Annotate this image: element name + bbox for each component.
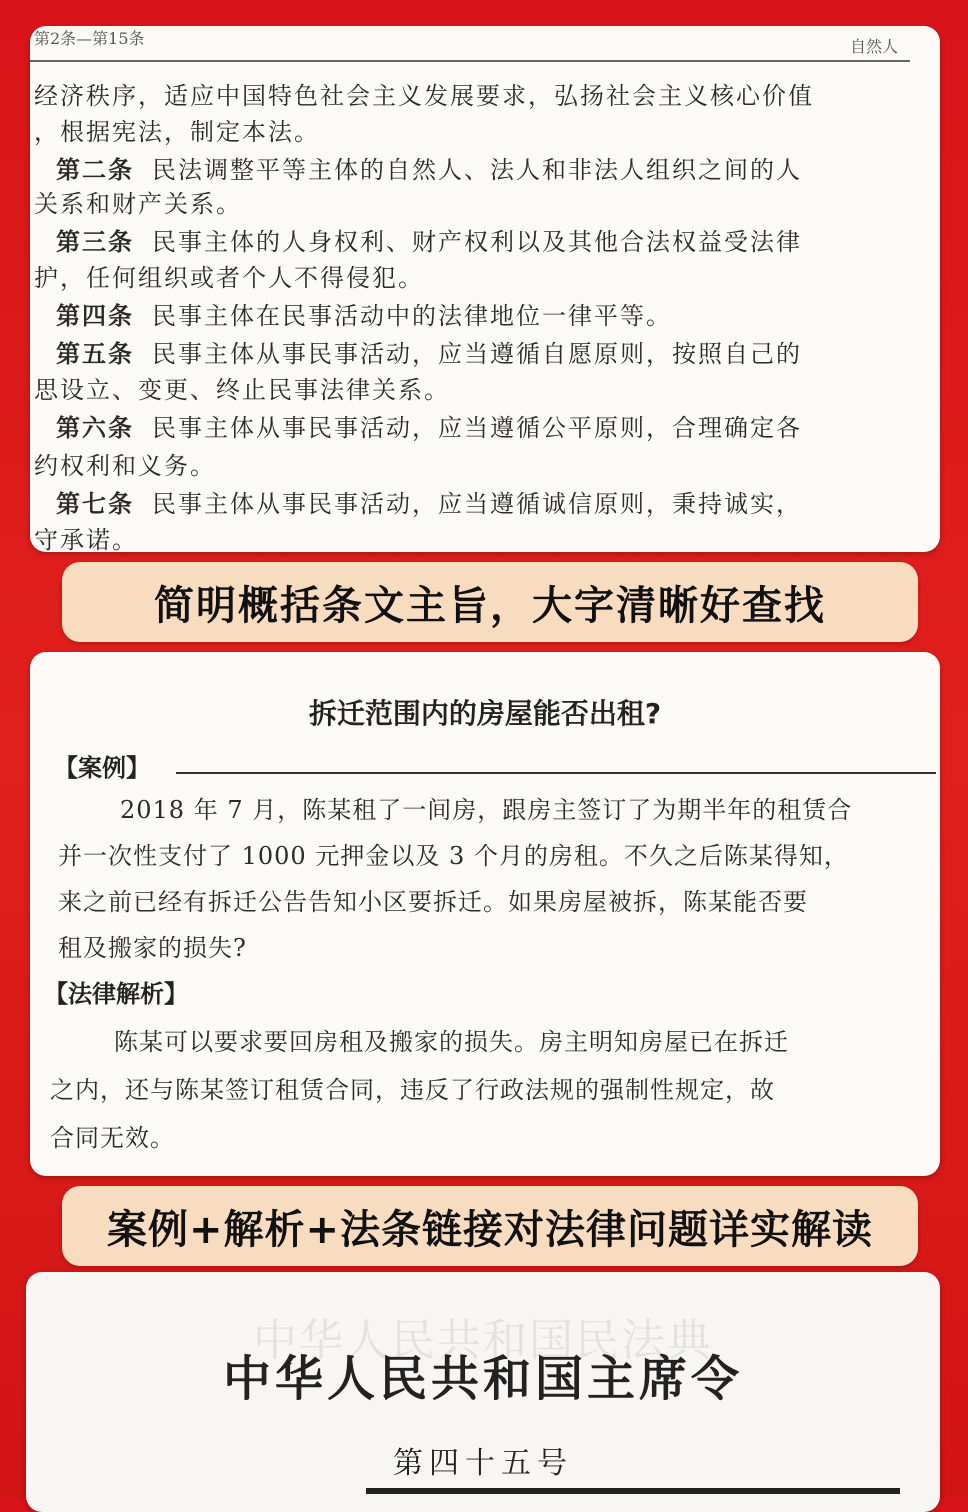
article-text: 经济秩序，适应中国特色社会主义发展要求，弘扬社会主义核心价值 (34, 82, 814, 110)
article-number: 第六条 (56, 413, 134, 442)
article-text: 关系和财产关系。 (34, 190, 242, 218)
statute-line (34, 76, 814, 111)
article-text: 民事主体从事民事活动，应当遵循自愿原则，按照自己的 (152, 340, 802, 368)
article-text: 护，任何组织或者个人不得侵犯。 (34, 264, 424, 292)
statute-line (56, 408, 802, 443)
case-line: 并一次性支付了 1000 元押金以及 3 个月的房租。不久之后陈某得知， (58, 842, 849, 870)
article-text: 守承诺。 (34, 526, 138, 552)
case-divider (176, 772, 936, 774)
feature-banner-summary: 简明概括条文主旨，大字清晰好查找 (62, 562, 918, 642)
statute-line (56, 222, 802, 257)
bleed-through-text: 中华人民共和国民法典 (253, 1315, 713, 1366)
article-text: 民事主体在民事活动中的法律地位一律平等。 (152, 302, 672, 330)
order-title: 中华人民共和国主席令 (222, 1351, 743, 1407)
article-number: 第五条 (56, 339, 134, 368)
statute-line (34, 446, 216, 481)
case-line: 租及搬家的损失? (58, 934, 247, 962)
page-header-range: 第2条—第15条 (34, 29, 145, 48)
page-header-section: 自然人 (849, 37, 898, 56)
analysis-line: 陈某可以要求要回房租及搬家的损失。房主明知房屋已在拆迁 (114, 1028, 789, 1056)
analysis-line: 之内，还与陈某签订租赁合同，违反了行政法规的强制性规定，故 (50, 1076, 775, 1104)
case-tag: 【案例】 (54, 754, 150, 782)
case-line: 来之前已经有拆迁公告告知小区要拆迁。如果房屋被拆，陈某能否要 (58, 888, 808, 916)
analysis-tag: 【法律解析】 (44, 980, 188, 1008)
analysis-line: 合同无效。 (50, 1124, 175, 1152)
statute-line (56, 296, 672, 331)
order-rule (366, 1488, 900, 1494)
order-number: 第四十五号 (393, 1446, 573, 1481)
case-title: 拆迁范围内的房屋能否出租? (308, 697, 662, 730)
article-number: 第七条 (56, 489, 134, 518)
article-text: 民事主体从事民事活动，应当遵循公平原则，合理确定各 (152, 414, 802, 442)
statute-line (34, 258, 424, 293)
statute-line (34, 520, 138, 552)
header-divider (30, 60, 910, 62)
statute-line (56, 334, 802, 369)
case-study-page (30, 652, 940, 1176)
statute-line (34, 370, 450, 405)
feature-banner-case-analysis: 案例+解析+法条链接对法律问题详实解读 (62, 1186, 918, 1266)
statute-line (56, 150, 802, 185)
article-number: 第三条 (56, 227, 134, 256)
article-number: 第四条 (56, 301, 134, 330)
statute-page-excerpt (30, 26, 940, 552)
article-text: ，根据宪法，制定本法。 (34, 118, 320, 146)
article-text: 思设立、变更、终止民事法律关系。 (34, 376, 450, 404)
article-text: 民法调整平等主体的自然人、法人和非法人组织之间的人 (152, 156, 802, 184)
presidential-order-page (26, 1272, 940, 1512)
statute-line (56, 484, 802, 519)
article-text: 约权利和义务。 (34, 452, 216, 480)
article-text: 民事主体的人身权利、财产权利以及其他合法权益受法律 (152, 228, 802, 256)
statute-line (34, 112, 320, 147)
article-number: 第二条 (56, 155, 134, 184)
case-line: 2018 年 7 月，陈某租了一间房，跟房主签订了为期半年的租赁合 (120, 796, 853, 824)
article-text: 民事主体从事民事活动，应当遵循诚信原则，秉持诚实， (152, 490, 802, 518)
statute-line (34, 184, 242, 219)
